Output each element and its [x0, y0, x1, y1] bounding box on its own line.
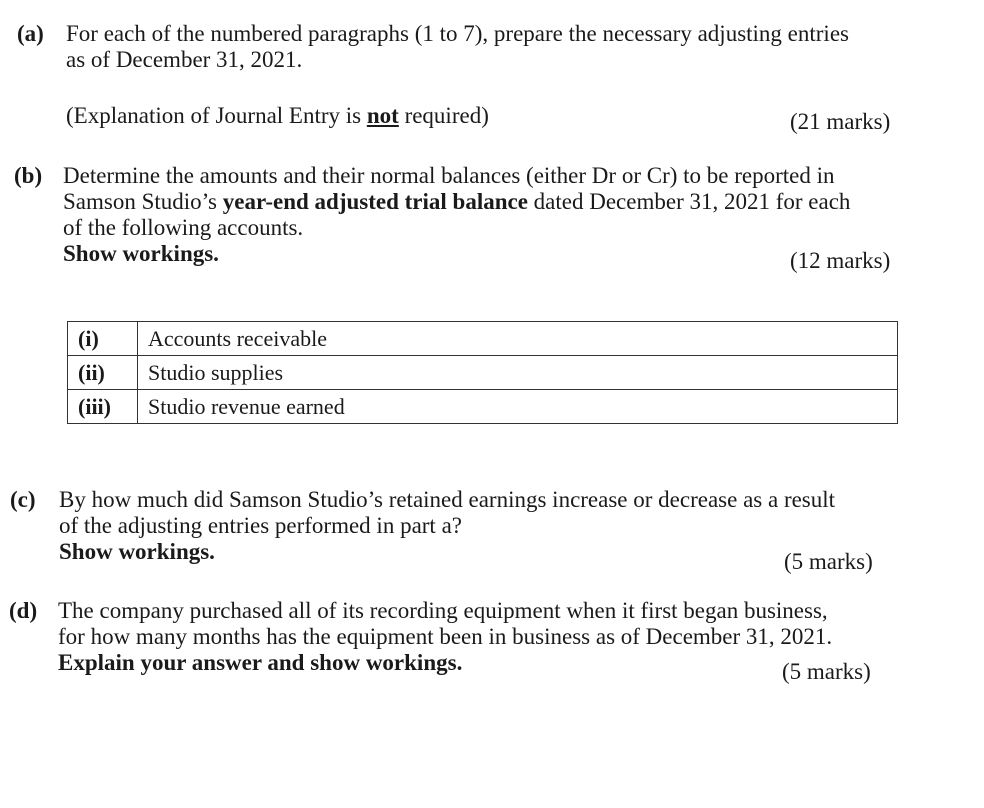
question-d-label: (d)	[9, 598, 38, 623]
accounts-table	[67, 321, 898, 424]
question-c-line-1: By how much did Samson Studio’s retained earnings increase or decrease as a result	[59, 487, 836, 512]
table-row	[68, 322, 898, 356]
question-b-workings: Show workings.	[63, 241, 219, 266]
question-c-line-2: of the adjusting entries performed in part a?	[59, 513, 462, 538]
account-name: Accounts receivable	[138, 322, 898, 356]
question-b-marks: (12 marks)	[790, 248, 891, 273]
question-c-text	[59, 487, 835, 565]
question-d-marks: (5 marks)	[782, 659, 871, 684]
question-a-note-emphasis: not	[366, 103, 399, 128]
question-b-line-1: Determine the amounts and their normal balances (either Dr or Cr) to be reported in	[63, 163, 835, 188]
question-b-text	[63, 163, 850, 267]
question-a-note	[66, 103, 489, 129]
question-c-marks: (5 marks)	[784, 549, 873, 574]
question-b-line-2	[63, 189, 850, 215]
question-a-note-prefix: (Explanation of Journal Entry is	[66, 103, 367, 128]
question-a-line-2: as of December 31, 2021.	[66, 47, 303, 72]
question-c-workings: Show workings.	[59, 539, 215, 564]
question-c-label: (c)	[10, 487, 36, 512]
question-b-line-2-prefix: Samson Studio’s	[63, 189, 223, 214]
account-index: (iii)	[68, 390, 138, 424]
question-d-line-2: for how many months has the equipment been in business as of December 31, 2021.	[58, 624, 833, 649]
question-d-workings: Explain your answer and show workings.	[58, 650, 463, 675]
question-a-label: (a)	[17, 21, 44, 46]
question-a-note-suffix: required)	[398, 103, 489, 128]
question-b-line-2-suffix: dated December 31, 2021 for each	[527, 189, 851, 214]
account-name: Studio supplies	[138, 356, 898, 390]
question-a-marks: (21 marks)	[790, 109, 891, 134]
table-row	[68, 356, 898, 390]
account-name: Studio revenue earned	[138, 390, 898, 424]
question-d-text	[58, 598, 832, 676]
account-index: (ii)	[68, 356, 138, 390]
question-a-line-1: For each of the numbered paragraphs (1 to 7), prepare the necessary adjusting entries	[66, 21, 849, 46]
question-d-line-1: The company purchased all of its recording equipment when it first began business,	[58, 598, 828, 623]
question-a-text	[66, 21, 849, 73]
question-b-label: (b)	[14, 163, 43, 188]
question-b-line-2-bold: year-end adjusted trial balance	[222, 189, 528, 214]
question-b-line-3: of the following accounts.	[63, 215, 304, 240]
table-row	[68, 390, 898, 424]
account-index: (i)	[68, 322, 138, 356]
